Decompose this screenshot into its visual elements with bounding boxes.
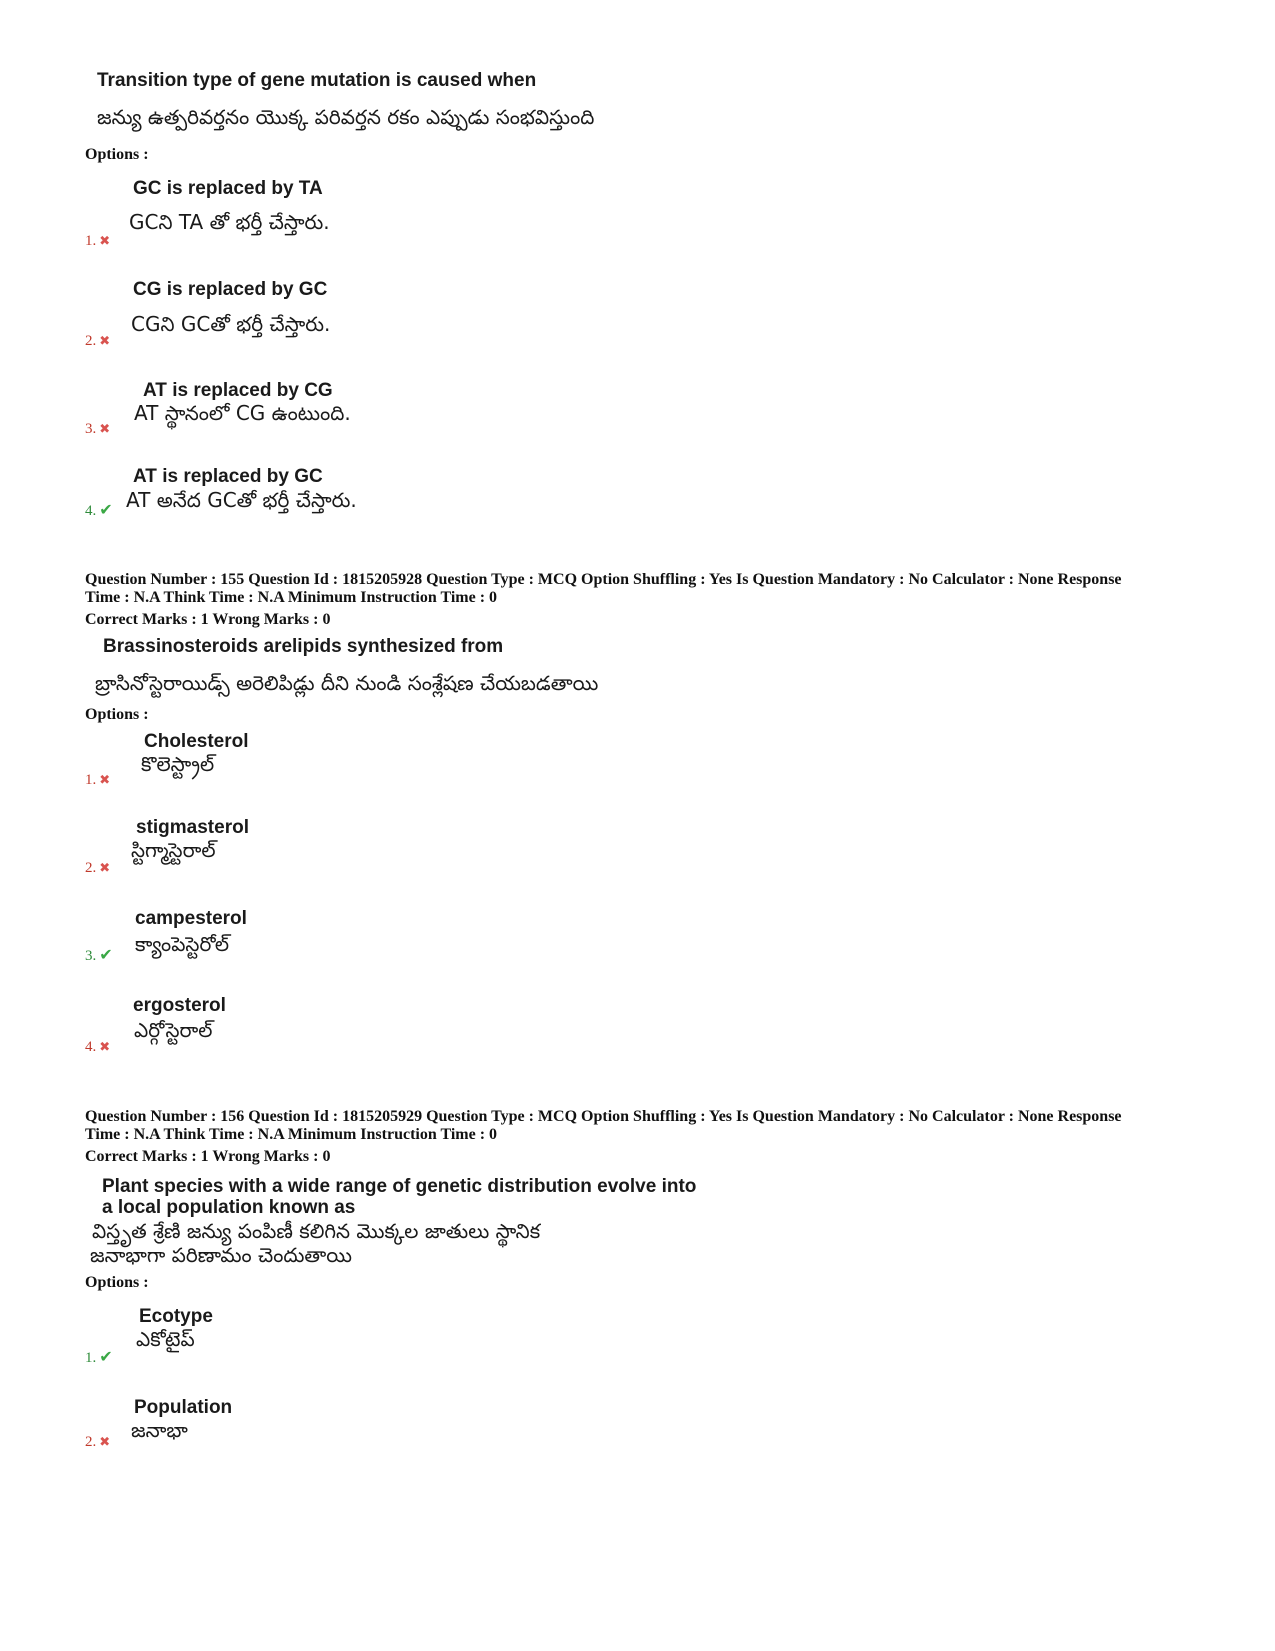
option-text-te: జనాభా xyxy=(131,1418,188,1442)
option-text-en: campesterol xyxy=(135,908,247,929)
cross-icon: ✖ xyxy=(99,334,111,349)
option-text-te: స్టిగ్మాస్టెరాల్ xyxy=(131,838,216,862)
cross-icon: ✖ xyxy=(99,1435,111,1450)
option-text-en: ergosterol xyxy=(133,995,226,1016)
option-number: 2. xyxy=(85,333,97,349)
option-text-te: ఎర్గోస్టెరాల్ xyxy=(134,1018,213,1042)
question-stem-en: Transition type of gene mutation is caused when xyxy=(97,70,537,91)
question-stem-en: Brassinosteroids arelipids synthesized from xyxy=(103,636,504,657)
option-text-te: AT స్థానంలో CG ఉంటుంది. xyxy=(134,401,351,425)
option-number: 4. xyxy=(85,503,97,519)
option-text-en: GC is replaced by TA xyxy=(133,178,323,199)
check-icon: ✔ xyxy=(99,945,113,964)
question-stem-en-line1: Plant species with a wide range of genetic distribution evolve into xyxy=(102,1176,697,1197)
question-stem-en-line2: a local population known as xyxy=(102,1197,356,1218)
question-meta-line1: Question Number : 156 Question Id : 1815205929 Question Type : MCQ Option Shuffling : Yes Is Question Mandatory : No Calculator : None Response xyxy=(85,1108,1122,1125)
option-number: 1. xyxy=(85,233,97,249)
question-marks: Correct Marks : 1 Wrong Marks : 0 xyxy=(85,1148,331,1165)
option-text-en: Cholesterol xyxy=(144,731,249,752)
option-text-te: GCని TA తో భర్తీ చేస్తారు. xyxy=(129,210,330,234)
question-stem-te: బ్రాసినోస్టెరాయిడ్స్ అరెలిపిడ్లు దీని నుండి సంశ్లేషణ చేయబడతాయి xyxy=(95,671,599,695)
options-label: Options : xyxy=(85,146,149,163)
check-icon: ✔ xyxy=(99,500,113,519)
cross-icon: ✖ xyxy=(99,422,111,437)
option-number: 1. xyxy=(85,772,97,788)
question-stem-te-line1: విస్తృత శ్రేణి జన్యు పంపిణీ కలిగిన మొక్కల జాతులు స్థానిక xyxy=(92,1219,541,1243)
question-meta-line2: Time : N.A Think Time : N.A Minimum Instruction Time : 0 xyxy=(85,589,498,606)
question-stem-te-line2: జనాభాగా పరిణామం చెందుతాయి xyxy=(90,1243,352,1267)
option-text-te: క్యాంపెస్టెరోల్ xyxy=(135,932,229,956)
option-text-te: CGని GCతో భర్తీ చేస్తారు. xyxy=(131,312,331,336)
question-meta-line1: Question Number : 155 Question Id : 1815205928 Question Type : MCQ Option Shuffling : Yes Is Question Mandatory : No Calculator : None Response xyxy=(85,571,1122,588)
option-text-te: ఎకోటైప్ xyxy=(136,1327,195,1351)
option-text-en: Ecotype xyxy=(139,1306,213,1327)
option-text-te: కొలెస్ట్రాల్ xyxy=(141,752,215,776)
options-label: Options : xyxy=(85,1274,149,1291)
option-text-en: Population xyxy=(134,1397,233,1418)
cross-icon: ✖ xyxy=(99,234,111,249)
option-text-en: AT is replaced by GC xyxy=(133,466,323,487)
cross-icon: ✖ xyxy=(99,861,111,876)
option-number: 2. xyxy=(85,860,97,876)
question-meta-line2: Time : N.A Think Time : N.A Minimum Instruction Time : 0 xyxy=(85,1126,498,1143)
options-label: Options : xyxy=(85,706,149,723)
question-marks: Correct Marks : 1 Wrong Marks : 0 xyxy=(85,611,331,628)
option-number: 2. xyxy=(85,1434,97,1450)
option-text-en: CG is replaced by GC xyxy=(133,279,328,300)
option-number: 1. xyxy=(85,1350,97,1366)
question-stem-te: జన్యు ఉత్పరివర్తనం యొక్క పరివర్తన రకం ఎప్పుడు సంభవిస్తుంది xyxy=(97,105,595,129)
option-text-en: stigmasterol xyxy=(136,817,249,838)
option-number: 3. xyxy=(85,948,97,964)
check-icon: ✔ xyxy=(99,1347,113,1366)
option-text-en: AT is replaced by CG xyxy=(143,380,333,401)
option-number: 4. xyxy=(85,1039,97,1055)
cross-icon: ✖ xyxy=(99,1040,111,1055)
option-text-te: AT అనేద GCతో భర్తీ చేస్తారు. xyxy=(126,488,357,512)
cross-icon: ✖ xyxy=(99,773,111,788)
option-number: 3. xyxy=(85,421,97,437)
